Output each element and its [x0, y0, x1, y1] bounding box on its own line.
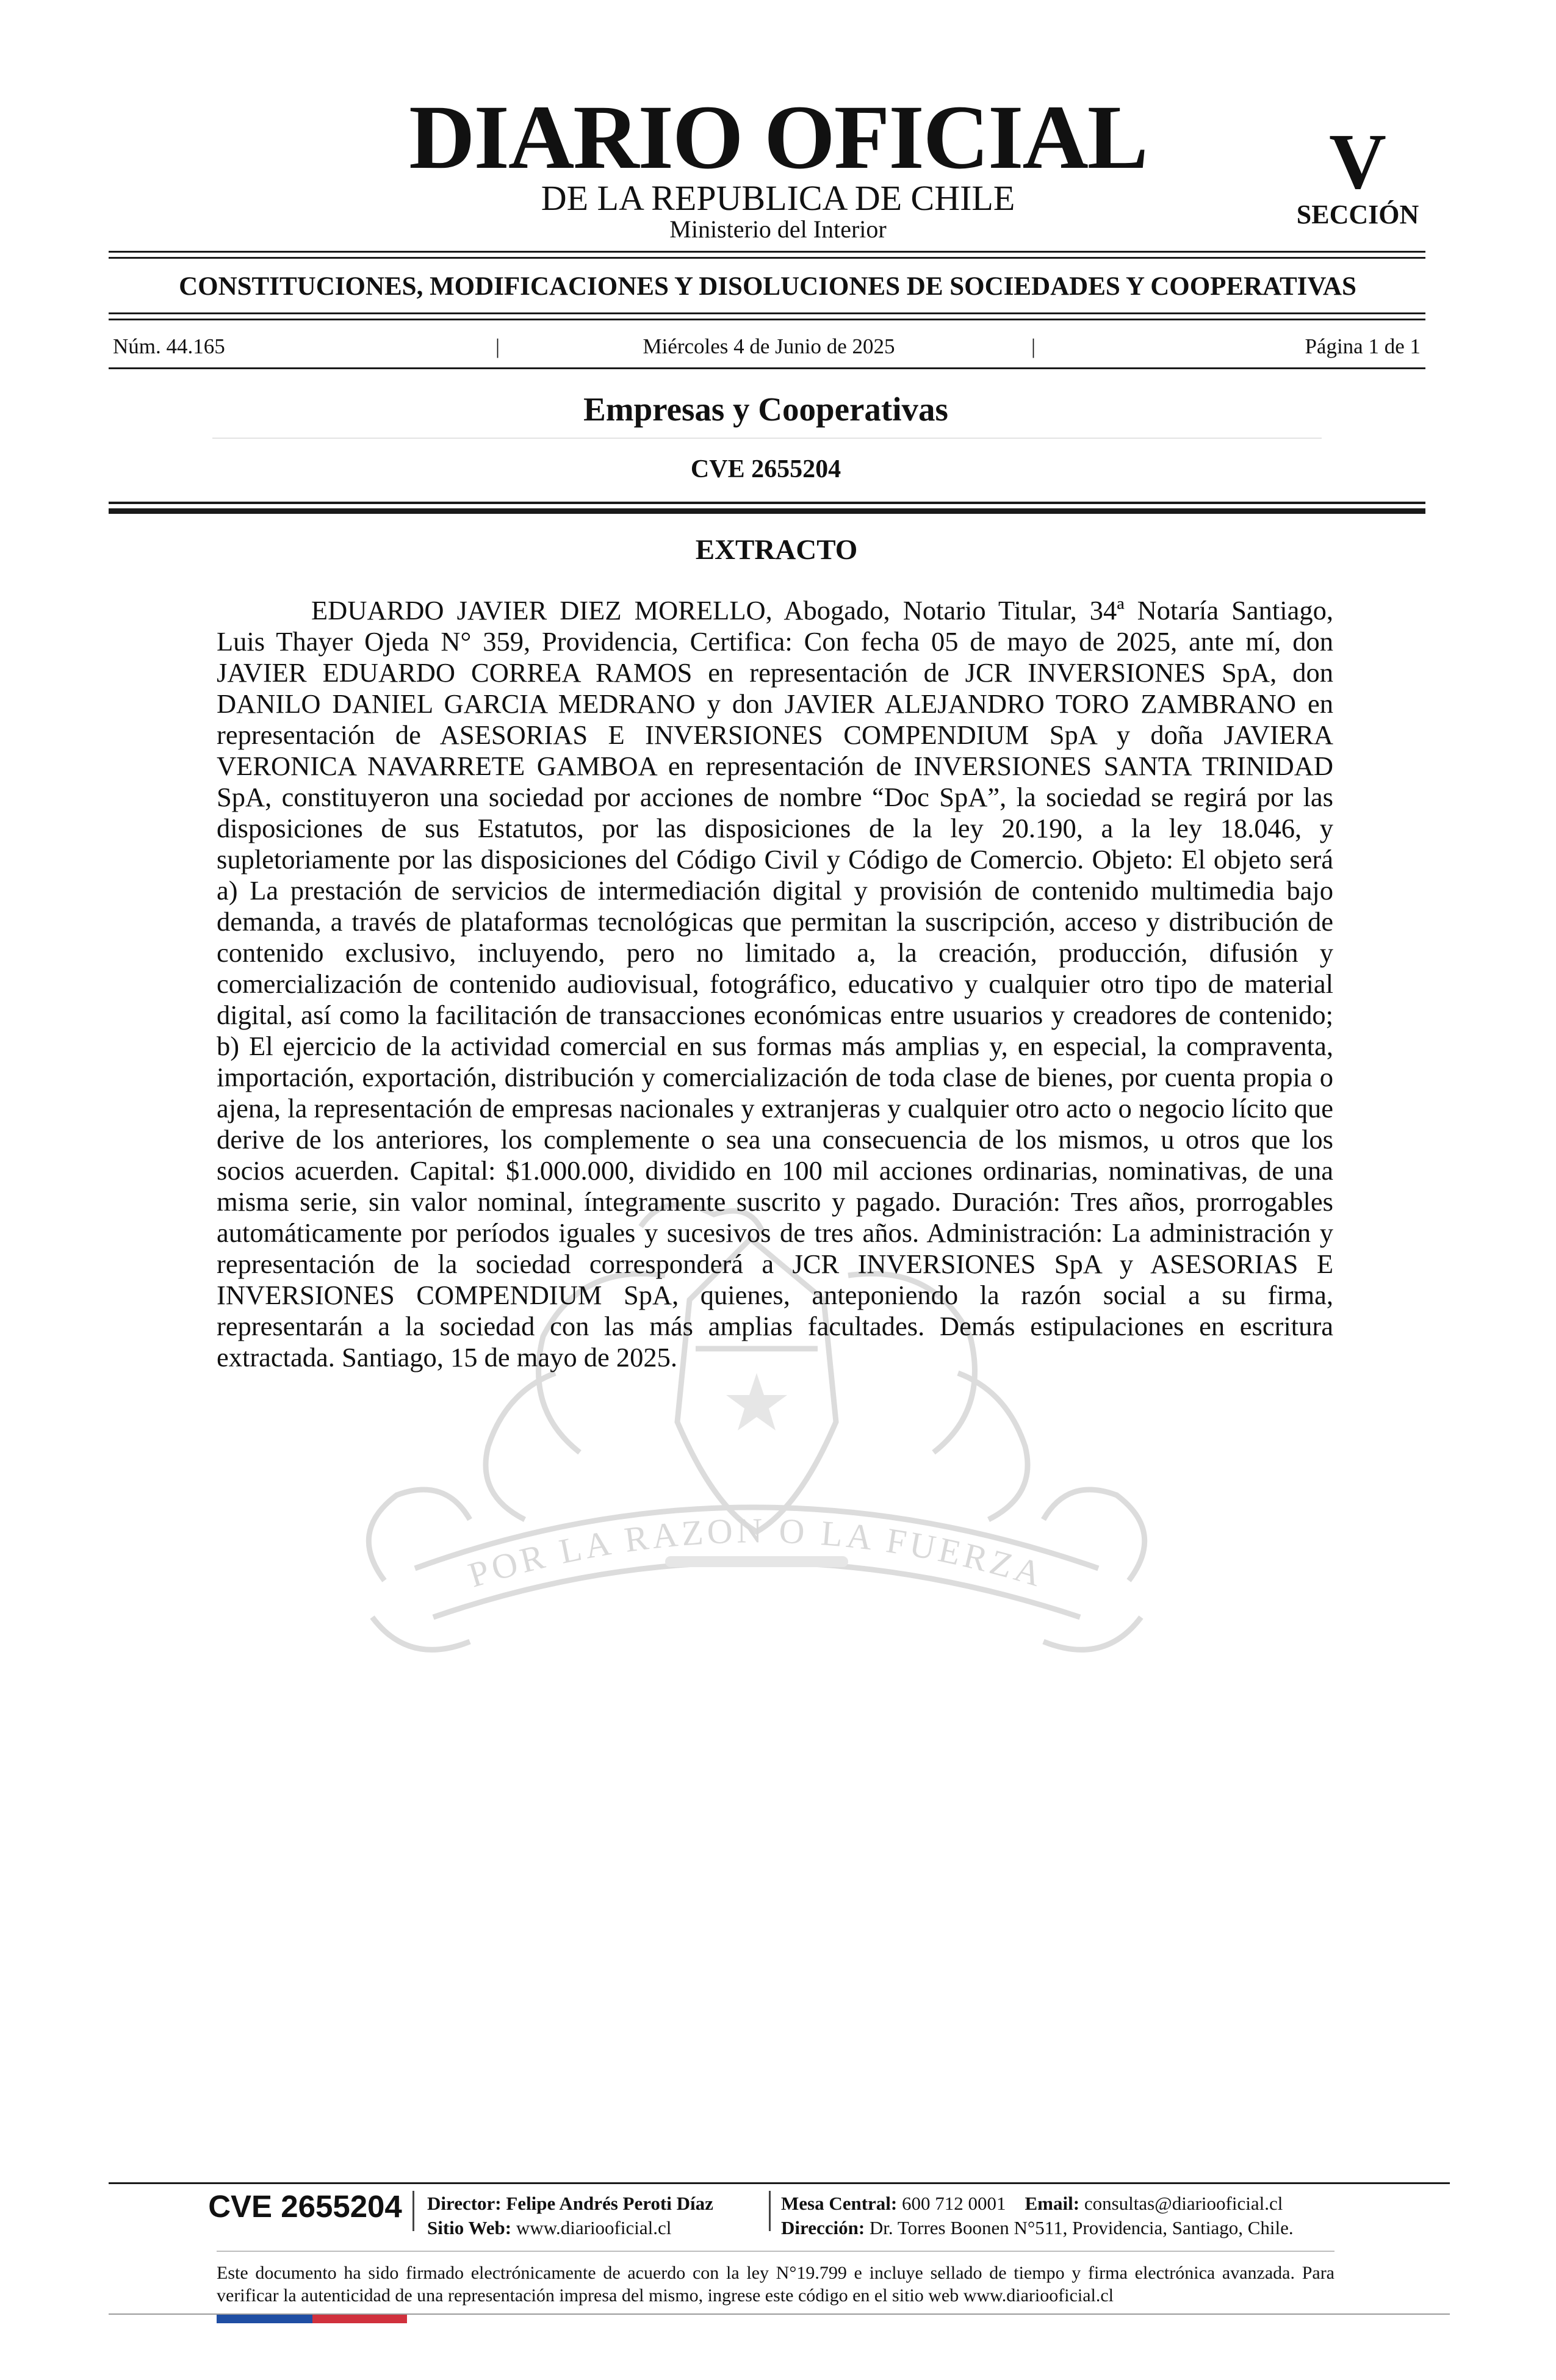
issue-number: Núm. 44.165 [113, 334, 225, 358]
footer-website [427, 2218, 671, 2237]
document-body: EDUARDO JAVIER DIEZ MORELLO, Abogado, Notario Titular, 34ª Notaría Santiago, Luis Thayer Ojeda N° 359, Providencia, Certifica: Con fecha 05 de mayo de 2025, ante mí, don JAVIER EDUARDO CORREA RAMOS en representación de JCR INVERSIONES SpA, don DANILO DANIEL GARCIA MEDRANO y don JAVIER ALEJANDRO TORO ZAMBRANO en representación de ASESORIAS E INVERSIONES COMPENDIUM SpA y doña JAVIERA VERONICA NAVARRETE GAMBOA en representación de INVERSIONES SANTA TRINIDAD SpA, constituyeron una sociedad por acciones de nombre “Doc SpA”, la sociedad se regirá por las disposiciones de sus Estatutos, por las disposiciones de la ley 20.190, a la ley 18.046, y supletoriamente por las disposiciones del Código Civil y Código de Comercio. Objeto: El objeto será a) La prestación de servicios de intermediación digital y provisión de contenido multimedia bajo demanda, a través de plataformas tecnológicas que permitan la suscripción, acceso y distribución de contenido exclusivo, incluyendo, pero no limitado a, la creación, producción, difusión y comercialización de contenido audiovisual, fotográfico, educativo y cualquier otro tipo de material digital, así como la facilitación de transacciones económicas entre usuarios y creadores de contenido; b) El ejercicio de la actividad comercial en sus formas más amplias y, en especial, la compraventa, importación, exportación, distribución y comercialización de toda clase de bienes, por cuenta propia o ajena, la representación de empresas nacionales y extranjeras y cualquier otro acto o negocio lícito que derive de los anteriores, los complemente o sea una consecuencia de los mismos, u otros que los socios acuerden. Capital: $1.000.000, dividido en 100 mil acciones ordinarias, nominativas, de una misma serie, sin valor nominal, íntegramente suscrito y pagado. Duración: Tres años, prorrogables automáticamente por períodos iguales y sucesivos de tres años. Administración: La administración y representación de la sociedad corresponderá a JCR INVERSIONES SpA y ASESORIAS E INVERSIONES COMPENDIUM SpA, quienes, anteponiendo la razón social a su firma, representarán a la sociedad con las más amplias facultades. Demás estipulaciones en escritura extractada. Santiago, 15 de mayo de 2025. [217, 595, 1333, 1372]
divider-cve-2 [109, 508, 1425, 514]
page-indicator: Página 1 de 1 [1305, 334, 1421, 358]
divider-category [212, 438, 1322, 439]
section-word: SECCIÓN [1296, 200, 1419, 229]
email-label: Email: [1025, 2193, 1080, 2214]
divider-banner-2 [109, 319, 1425, 320]
footer-divider-top [109, 2182, 1450, 2184]
section-banner: CONSTITUCIONES, MODIFICACIONES Y DISOLUCIONES DE SOCIEDADES Y COOPERATIVAS [179, 272, 1356, 301]
phone-value: 600 712 0001 [902, 2193, 1006, 2214]
footer-separator [412, 2191, 414, 2231]
footer-director [427, 2194, 713, 2213]
footer-divider-mid [217, 2251, 1334, 2252]
address-value: Dr. Torres Boonen N°511, Providencia, Santiago, Chile. [869, 2217, 1294, 2238]
website-value: www.diariooficial.cl [516, 2217, 672, 2238]
document-heading: EXTRACTO [695, 534, 858, 566]
divider-banner-1 [109, 312, 1425, 314]
issue-date: Miércoles 4 de Junio de 2025 [643, 334, 895, 358]
footer-notice: Este documento ha sido firmado electrónicamente de acuerdo con la ley N°19.799 e incluye sellado de tiempo y firma electrónica avanzada. Para verificar la autenticidad de una representación impresa del mismo, ingrese este código en el sitio web www.diariooficial.cl [217, 2263, 1334, 2306]
masthead-ministry: Ministerio del Interior [669, 215, 887, 243]
info-separator: | [495, 334, 500, 358]
website-label: Sitio Web: [427, 2217, 512, 2238]
footer-contact [781, 2194, 1283, 2213]
director-value: Felipe Andrés Peroti Díaz [506, 2193, 713, 2214]
divider-top-1 [109, 251, 1425, 253]
flag-stripe-red [312, 2315, 407, 2323]
cve-code: CVE 2655204 [690, 455, 841, 483]
address-label: Dirección: [781, 2217, 865, 2238]
flag-stripe-blue [217, 2315, 312, 2323]
masthead-title: DIARIO OFICIAL [409, 87, 1147, 188]
watermark-motto: POR LA RAZON O LA FUERZA [464, 1510, 1050, 1595]
email-value: consultas@diariooficial.cl [1084, 2193, 1283, 2214]
footer-address [781, 2218, 1294, 2237]
divider-top-2 [109, 257, 1425, 259]
section-letter: V [1329, 118, 1386, 206]
footer-separator [769, 2191, 771, 2231]
info-separator: | [1031, 334, 1036, 358]
footer-cve-code: CVE 2655204 [208, 2189, 402, 2224]
phone-label: Mesa Central: [781, 2193, 898, 2214]
divider-info [109, 367, 1425, 369]
divider-cve-1 [109, 502, 1425, 504]
category-title: Empresas y Cooperativas [583, 391, 948, 428]
masthead-subtitle: DE LA REPUBLICA DE CHILE [541, 178, 1015, 218]
director-label: Director: [427, 2193, 502, 2214]
